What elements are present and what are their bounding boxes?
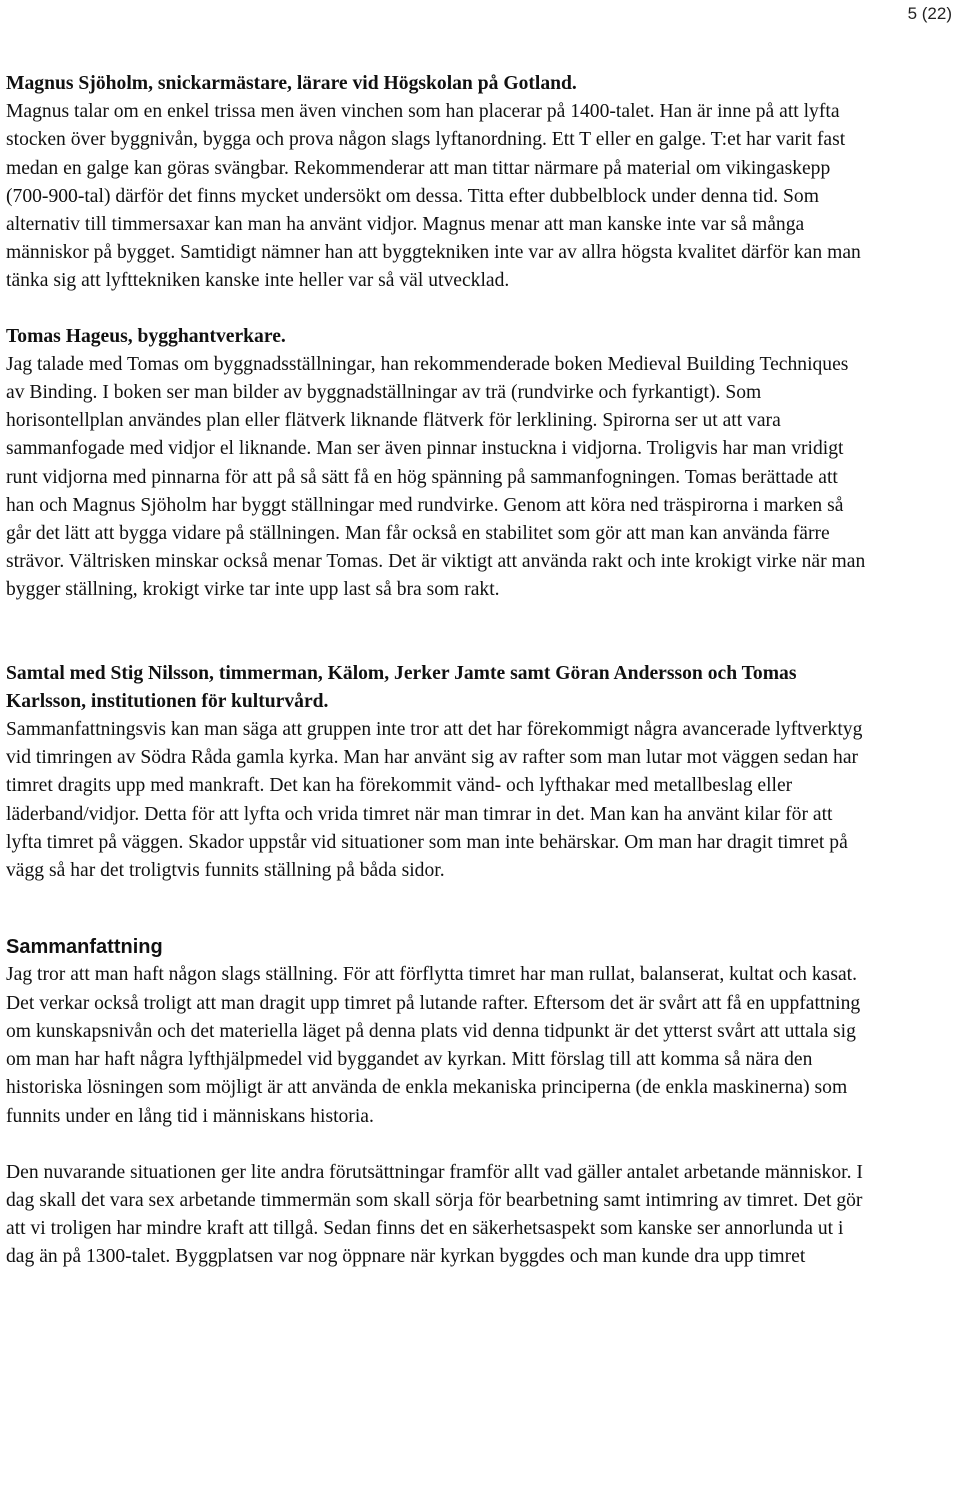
section-heading: Magnus Sjöholm, snickarmästare, lärare vid Högskolan på Gotland. [6, 73, 577, 94]
section-heading: Sammanfattning [6, 936, 163, 959]
section-magnus [6, 70, 866, 296]
section-tomas [6, 323, 866, 605]
section-sammanfattning [6, 933, 866, 1271]
spacer [6, 296, 866, 323]
section-paragraph: Den nuvarande situationen ger lite andra förutsättningar framför allt vad gäller antalet arbetande människor. I dag skall det vara sex arbetande timmermän som skall sörja för bearbetning samt intimring av timret. Det gör att vi troligen har mindre kraft att tillgå. Sedan finns det en säkerhetsaspekt som kanske ser annorlunda ut i dag än på 1300-talet. Byggplatsen var nog öppnare när kyrkan byggdes och man kunde dra upp timret [6, 1161, 863, 1268]
page-number: 5 (22) [907, 4, 952, 23]
section-paragraph: Jag tror att man haft någon slags ställning. För att förflytta timret har man rullat, balanserat, kultat och kasat. Det verkar också troligt att man dragit upp timret på lutande rafter. Eftersom det är svårt att få en uppfattning om kunskapsnivån och det materiella läget på denna plats vid denna tidpunkt är det ytterst svårt att uttala sig om man har haft några lyfthjälpmedel vid byggandet av kyrkan. Mitt förslag till att komma så nära den historiska lösningen som möjligt är att använda de enkla mekaniska principerna (de enkla maskinerna) som funnits under en lång tid i människans historia. [6, 964, 861, 1127]
section-heading: Samtal med Stig Nilsson, timmerman, Kälom, Jerker Jamte samt Göran Andersson och Tomas Karlsson, institutionen för kulturvård. [6, 662, 797, 712]
section-heading: Tomas Hageus, bygghantverkare. [6, 325, 286, 347]
section-paragraph: Magnus talar om en enkel trissa men även vinchen som han placerar på 1400-talet. Han är inne på att lyfta stocken över byggnivån, bygga och prova någon slags lyftanordning. Ett T eller en galge. T:et har varit fast medan en galge kan göras svängbar. Rekommenderar att man tittar närmare på material om vikingaskepp (700-900-tal) därför det finns mycket undersökt om dessa. Titta efter dubbelblock under denna tid. Som alternativ till timmersaxar kan man ha använt vidjor. Magnus menar att man kanske inte var så många människor på bygget. Samtidigt nämner han att byggtekniken inte var av allra högsta kvalitet därför kan man tänka sig att lyfttekniken kanske inte heller var så väl utvecklad. [6, 101, 861, 292]
section-paragraph: Sammanfattningsvis kan man säga att gruppen inte tror att det har förekommigt några avancerade lyftverktyg vid timringen av Södra Råda gamla kyrka. Man har använt sig av rafter som man lutar mot väggen sedan har timret dragits upp med mankraft. Det kan ha förekommit vänd- och lyfthakar med metallbeslag eller läderband/vidjor. Detta för att lyfta och vrida timret när man timrar in det. Man kan ha använt kilar för att lyfta timret på väggen. Skador uppstår vid situationer som man inte behärskar. Om man har dragit timret på vägg så har det troligtvis funnits ställning på båda sidor. [6, 719, 863, 882]
spacer [6, 1131, 866, 1159]
document-body [6, 70, 866, 1272]
section-paragraph: Jag talade med Tomas om byggnadsställningar, han rekommenderade boken Medieval Building Techniques av Binding. I boken ser man bilder av byggnadställningar av trä (rundvirke och fyrkantigt). Som horisontellplan användes plan eller flätverk liknande flätverk för lerklining. Spirorna ser ut att vara sammanfogade med vidjor el liknande. Man ser även pinnar instuckna i vidjorna. Troligvis har man vridigt runt vidjorna med pinnarna för att på så sätt få en hög spänning på sammanfogningen. Tomas berättade att han och Magnus Sjöholm har byggt ställningar med rundvirke. Genom att köra ned träspirorna i marken så går det lätt att bygga vidare på ställningen. Man får också en stabilitet som gör att man kan använda färre strävor. Vältrisken minskar också menar Tomas. Det är viktigt att använda rakt och inte krokigt virke när man bygger ställning, krokigt virke tar inte upp last så bra som rakt. [6, 353, 866, 601]
spacer [6, 885, 866, 933]
spacer [6, 605, 866, 660]
section-samtal [6, 660, 866, 886]
